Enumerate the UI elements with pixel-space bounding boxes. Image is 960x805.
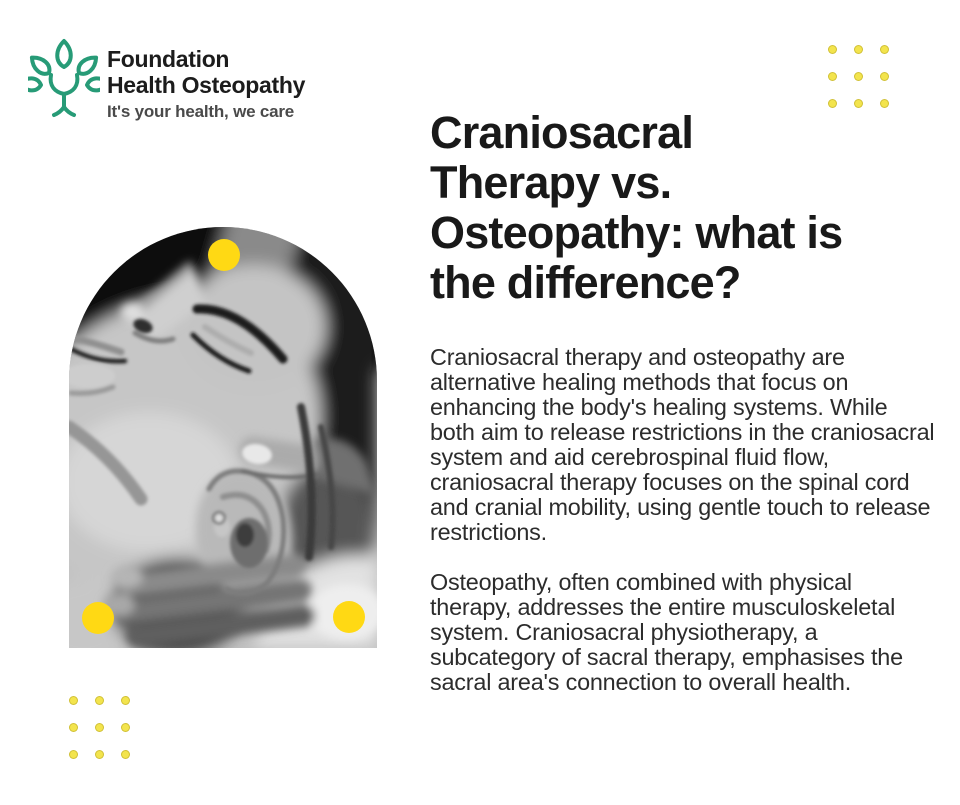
dot xyxy=(880,45,889,54)
paragraph-2: Osteopathy, often combined with physical therapy, addresses the entire musculoskeletal system. Craniosacral physiotherapy, a subcategory of sacral therapy, emphasises the sacral area's connection to overall health. xyxy=(430,569,903,695)
yellow-circle-bottom-left xyxy=(82,602,114,634)
dot xyxy=(854,99,863,108)
brand-name-line1: Foundation xyxy=(107,46,230,72)
dot xyxy=(69,696,78,705)
title-line-3: Osteopathy: what is xyxy=(430,207,843,258)
dot xyxy=(95,723,104,732)
dot xyxy=(69,723,78,732)
brand-text xyxy=(107,36,305,122)
brand-name-line2: Health Osteopathy xyxy=(107,72,306,98)
dot xyxy=(828,72,837,81)
dot xyxy=(121,723,130,732)
dot xyxy=(95,696,104,705)
dots-grid-bottom-left xyxy=(69,696,130,759)
dot xyxy=(121,696,130,705)
dot xyxy=(121,750,130,759)
title-line-1: Craniosacral xyxy=(430,107,694,158)
body-copy xyxy=(430,345,935,695)
dot xyxy=(95,750,104,759)
brand-tagline: It's your health, we care xyxy=(107,102,295,121)
yellow-circle-bottom-right xyxy=(333,601,365,633)
dot xyxy=(854,72,863,81)
therapy-photo xyxy=(69,227,377,648)
dot xyxy=(828,99,837,108)
brand-logo xyxy=(28,36,305,122)
title-line-4: the difference? xyxy=(430,257,741,308)
therapy-photo-art xyxy=(69,227,377,648)
dot xyxy=(880,99,889,108)
page-title xyxy=(430,108,935,308)
dot xyxy=(854,45,863,54)
yellow-circle-top xyxy=(208,239,240,271)
dot xyxy=(880,72,889,81)
tree-logo-icon xyxy=(28,36,100,120)
dots-grid-top-right xyxy=(828,45,889,108)
dot xyxy=(69,750,78,759)
article xyxy=(430,108,935,695)
paragraph-1: Craniosacral therapy and osteopathy are alternative healing methods that focus on enhancing the body's healing systems. While both aim to release restrictions in the craniosacral system and aid cerebrospinal fluid flow, craniosacral therapy focuses on the spinal cord and cranial mobility, using gentle touch to release restrictions. xyxy=(430,344,935,545)
dot xyxy=(828,45,837,54)
title-line-2: Therapy vs. xyxy=(430,157,672,208)
